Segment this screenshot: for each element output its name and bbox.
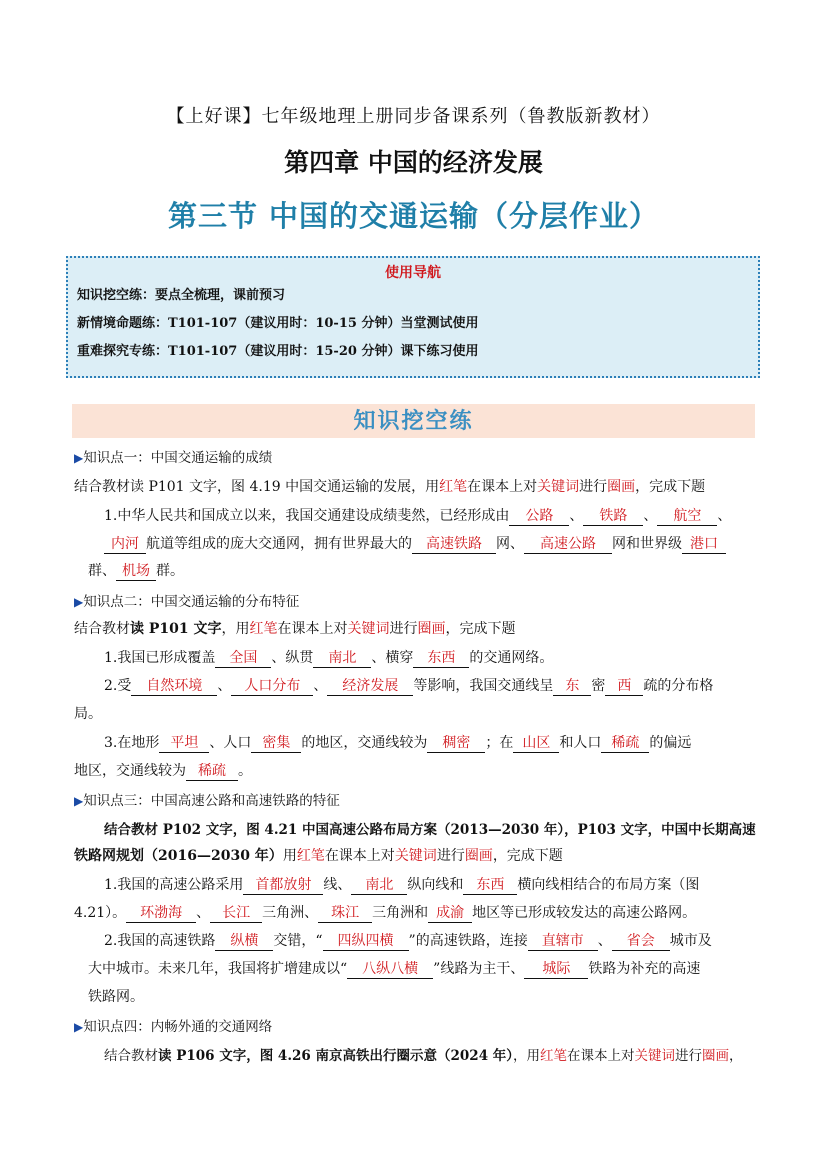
answer-blank: 城际 xyxy=(524,961,588,979)
question-line: 4.21）。 环渤海 、 长江 三角洲、 珠江 三角洲和 成渝 地区等已形成较发达的高速公路网。 xyxy=(74,905,697,921)
answer-blank: 平坦 xyxy=(159,735,209,753)
section-banner: 知识挖空练 xyxy=(72,404,755,438)
chapter-title: 第四章 中国的经济发展 xyxy=(284,148,543,177)
question-line: 铁路网。 xyxy=(88,989,144,1005)
answer-blank: 东西 xyxy=(463,877,517,895)
question-line: 1.我国已形成覆盖 全国 、纵贯 南北 、横穿 东西 的交通网络。 xyxy=(104,650,554,666)
question-line: 地区，交通线较为 稀疏 。 xyxy=(74,763,252,779)
answer-blank: 人口分布 xyxy=(231,678,313,696)
answer-blank: 南北 xyxy=(351,877,407,895)
knowledge-point-heading: ▶知识点二：中国交通运输的分布特征 xyxy=(74,594,300,610)
answer-blank: 省会 xyxy=(612,933,670,951)
guide-line-difficult: 重难探究专练：T101-107（建议用时：15-20 分钟）课下练习使用 xyxy=(77,344,479,359)
section-title: 第三节 中国的交通运输（分层作业） xyxy=(167,199,660,233)
question-line: 3.在地形 平坦 、人口 密集 的地区，交通线较为 稠密 ；在 山区 和人口 稀疏 的偏远 xyxy=(104,735,692,751)
question-line: 2.我国的高速铁路 纵横 交错，“ 四纵四横 ”的高速铁路，连接 直辖市 、 省会 城市及 xyxy=(104,933,712,949)
answer-blank: 环渤海 xyxy=(126,905,196,923)
usage-guide-box xyxy=(66,256,760,378)
knowledge-point-heading: ▶知识点一：中国交通运输的成绩 xyxy=(74,450,273,466)
answer-blank: 成渝 xyxy=(428,905,472,923)
guide-line-knowledge: 知识挖空练：要点全梳理，课前预习 xyxy=(77,288,286,303)
answer-blank: 港口 xyxy=(682,536,726,554)
answer-blank: 山区 xyxy=(513,735,559,753)
answer-blank: 直辖市 xyxy=(528,933,598,951)
question-line: 群、 机场 群。 xyxy=(88,563,184,579)
question-line: 内河 航道等组成的庞大交通网，拥有世界最大的 高速铁路 网、 高速公路 网和世界级 港口 xyxy=(104,533,827,554)
answer-blank: 自然环境 xyxy=(131,678,217,696)
series-title: 【上好课】七年级地理上册同步备课系列（鲁教版新教材） xyxy=(166,106,661,127)
answer-blank: 东 xyxy=(553,678,591,696)
guide-line-new-context: 新情境命题练：T101-107（建议用时：10-15 分钟）当堂测试使用 xyxy=(77,316,479,331)
answer-blank: 纵横 xyxy=(215,933,273,951)
instruction-line: 结合教材读 P101 文字，用红笔在课本上对关键词进行圈画，完成下题 xyxy=(74,621,516,637)
usage-guide-title: 使用导航 xyxy=(385,265,441,281)
question-line: 1.我国的高速公路采用 首都放射 线、 南北 纵向线和 东西 横向线相结合的布局方案（图 xyxy=(104,877,700,893)
answer-blank: 机场 xyxy=(116,563,156,581)
answer-blank: 内河 xyxy=(104,536,146,554)
answer-blank: 东西 xyxy=(413,650,469,668)
answer-blank: 南北 xyxy=(313,650,371,668)
answer-blank: 密集 xyxy=(251,735,301,753)
triangle-bullet-icon: ▶ xyxy=(74,1020,84,1034)
question-line: 大中城市。未来几年，我国将扩增建成以“ 八纵八横 ”线路为主干、 城际 铁路为补充的高速 xyxy=(88,961,701,977)
instruction-line: 结合教材读 P101 文字，图 4.19 中国交通运输的发展，用红笔在课本上对关键词进行圈画，完成下题 xyxy=(74,479,706,495)
answer-blank: 高速铁路 xyxy=(412,536,496,554)
knowledge-point-heading: ▶知识点三：中国高速公路和高速铁路的特征 xyxy=(74,793,340,809)
triangle-bullet-icon: ▶ xyxy=(74,595,84,609)
knowledge-point-heading: ▶知识点四：内畅外通的交通网络 xyxy=(74,1019,273,1035)
answer-blank: 高速公路 xyxy=(524,536,612,554)
instruction-line: 铁路网规划（2016—2030 年）用红笔在课本上对关键词进行圈画，完成下题 xyxy=(74,848,563,864)
answer-blank: 全国 xyxy=(215,650,271,668)
answer-blank: 西 xyxy=(605,678,643,696)
answer-blank: 首都放射 xyxy=(243,877,323,895)
answer-blank: 稀疏 xyxy=(186,763,238,781)
triangle-bullet-icon: ▶ xyxy=(74,794,84,808)
question-line: 1.中华人民共和国成立以来，我国交通建设成绩斐然，已经形成由 公路 、 铁路 、 航空 、 xyxy=(104,508,732,524)
triangle-bullet-icon: ▶ xyxy=(74,451,84,465)
answer-blank: 稠密 xyxy=(427,735,485,753)
answer-blank: 八纵八横 xyxy=(347,961,433,979)
answer-blank: 航空 xyxy=(657,508,717,526)
answer-blank: 经济发展 xyxy=(327,678,413,696)
instruction-line: 结合教材读 P106 文字，图 4.26 南京高铁出行圈示意（2024 年），用红笔在课本上对关键词进行圈画， xyxy=(104,1048,743,1064)
answer-blank: 长江 xyxy=(210,905,262,923)
answer-blank: 铁路 xyxy=(583,508,643,526)
instruction-line: 结合教材 P102 文字，图 4.21 中国高速公路布局方案（2013—2030 年），P103 文字，中国中长期高速 xyxy=(104,822,756,838)
answer-blank: 稀疏 xyxy=(601,735,649,753)
question-line: 局。 xyxy=(74,706,102,722)
answer-blank: 珠江 xyxy=(318,905,372,923)
question-line: 2.受 自然环境 、 人口分布 、 经济发展 等影响，我国交通线呈 东 密 西 疏的分布格 xyxy=(104,678,714,694)
answer-blank: 公路 xyxy=(509,508,569,526)
answer-blank: 四纵四横 xyxy=(323,933,409,951)
